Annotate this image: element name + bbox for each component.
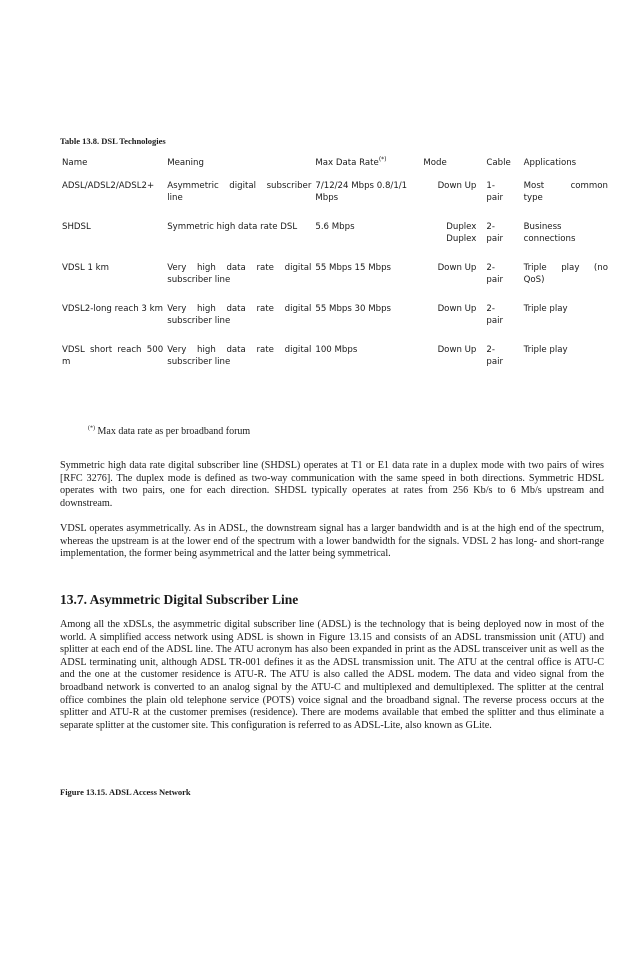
cell-applications [522, 217, 610, 258]
header-mode: Mode [423, 158, 447, 168]
header-applications: Applications [523, 158, 577, 168]
cell-line: Symmetric high data rate DSL [167, 222, 298, 232]
cell-line: pair [486, 193, 504, 203]
cell-line: Duplex [446, 222, 477, 232]
cell-meaning [165, 217, 313, 258]
section-heading: 13.7. Asymmetric Digital Subscriber Line [60, 592, 299, 607]
cell-line: Down Up [437, 181, 477, 191]
cell-line: m [62, 357, 71, 367]
cell-applications [522, 176, 610, 217]
table-row [60, 299, 610, 340]
footnote-marker: (*) [88, 425, 95, 432]
cell-line: type [523, 193, 543, 203]
cell-line: 5.6 Mbps [315, 222, 355, 232]
header-cable: Cable [486, 158, 511, 168]
cell-line: pair [486, 275, 504, 285]
table-footnote [88, 426, 250, 437]
cell-line: Triple play [523, 304, 568, 314]
cell-cable [484, 299, 521, 340]
cell-line: VDSL 1 km [62, 263, 110, 273]
cell-line: Down Up [437, 345, 477, 355]
cell-cable [484, 258, 521, 299]
header-name: Name [62, 158, 88, 168]
cell-line: ADSL/ADSL2/ADSL2+ [62, 181, 155, 191]
table-row [60, 340, 610, 381]
cell-line: Down Up [437, 263, 477, 273]
cell-line: Down Up [437, 304, 477, 314]
cell-cable [484, 217, 521, 258]
cell-name [60, 217, 165, 258]
table-header-row [60, 150, 610, 176]
cell-meaning [165, 299, 313, 340]
footnote-marker: (*) [378, 156, 387, 164]
cell-line: Mbps [315, 193, 339, 203]
cell-cable [484, 176, 521, 217]
cell-applications [522, 340, 610, 381]
cell-line: Very high data rate digital [167, 304, 312, 314]
cell-line: 2- [486, 304, 495, 314]
header-max-data-rate [313, 150, 421, 176]
cell-line: SHDSL [62, 222, 91, 232]
cell-line: pair [486, 357, 504, 367]
cell-line: pair [486, 234, 504, 244]
cell-line: 7/12/24 Mbps 0.8/1/1 [315, 181, 408, 191]
table-row [60, 176, 610, 217]
paragraph-vdsl: VDSL operates asymmetrically. As in ADSL, the downstream signal has a larger bandwidth and is at the high end of the spectrum, whereas the upstream is at the lower end of the spectrum with a lower bandwidth for the signals. VDSL 2 has long- and short-range implementation, the former being asymmetrical and the latter being symmetrical. [60, 523, 604, 560]
cell-line: Asymmetric digital subscriber [167, 181, 312, 191]
cell-max-data-rate [313, 340, 421, 381]
cell-meaning [165, 340, 313, 381]
cell-line: 55 Mbps 15 Mbps [315, 263, 392, 273]
cell-meaning [165, 258, 313, 299]
cell-mode [421, 258, 484, 299]
cell-meaning [165, 176, 313, 217]
cell-line: Triple play (no [523, 263, 608, 273]
cell-mode [421, 299, 484, 340]
cell-line: connections [523, 234, 576, 244]
cell-line: Very high data rate digital [167, 345, 312, 355]
cell-name [60, 258, 165, 299]
header-max-data-rate-label: Max Data Rate [315, 158, 379, 168]
cell-line: Business [523, 222, 562, 232]
cell-line: subscriber line [167, 357, 231, 367]
cell-max-data-rate [313, 176, 421, 217]
cell-max-data-rate [313, 258, 421, 299]
table-row [60, 217, 610, 258]
table-caption: Table 13.8. DSL Technologies [60, 136, 166, 146]
header-meaning: Meaning [167, 158, 204, 168]
cell-applications [522, 299, 610, 340]
cell-line: 1- [486, 181, 495, 191]
footnote-text: Max data rate as per broadband forum [95, 426, 251, 437]
cell-name [60, 299, 165, 340]
cell-line: 100 Mbps [315, 345, 358, 355]
cell-name [60, 176, 165, 217]
cell-line: line [167, 193, 183, 203]
cell-line: pair [486, 316, 504, 326]
cell-line: Duplex [446, 234, 477, 244]
cell-max-data-rate [313, 299, 421, 340]
cell-mode [421, 340, 484, 381]
dsl-technologies-table [60, 150, 610, 381]
cell-cable [484, 340, 521, 381]
cell-line: 55 Mbps 30 Mbps [315, 304, 392, 314]
paragraph-shdsl: Symmetric high data rate digital subscriber line (SHDSL) operates at T1 or E1 data rate in a duplex mode with two pairs of wires [RFC 3276]. The duplex mode is defined as two-way communication with the same speed in both directions. Symmetric HDSL operates with two pairs, one for each direction. SHDSL typically operates at rates from 256 Kb/s to 6 Mb/s upstream and downstream. [60, 460, 604, 509]
cell-line: subscriber line [167, 275, 231, 285]
cell-line: Triple play [523, 345, 568, 355]
cell-line: QoS) [523, 275, 545, 285]
cell-line: Very high data rate digital [167, 263, 312, 273]
cell-line: 2- [486, 263, 495, 273]
cell-name [60, 340, 165, 381]
paragraph-adsl: Among all the xDSLs, the asymmetric digital subscriber line (ADSL) is the technology that is being deployed now in most of the world. A simplified access network using ADSL is shown in Figure 13.15 and consists of an ADSL transmission unit (ATU) and splitter at each end of the ADSL line. The ATU acronym has also been expanded in print as the ADSL transceiver unit as well as the ADSL terminating unit, although ADSL TR-001 defines it as the ADSL transmission unit. The ATU at the central office is ATU-C and the one at the customer residence is ATU-R. The ATU is also called the ADSL modem. The data and video signal from the broadband network is converted to an analog signal by the ATU-C and multiplexed and demultiplexed. The splitter at the central office combines the plain old telephone service (POTS) voice signal and the broadband signal. The reverse process occurs at the splitter and ATU-R at the customer premises (residence). There are modems available that embed the splitter and thus eliminate a separate splitter at the customer site. This configuration is referred to as ADSL-Lite, also known as GLite. [60, 619, 604, 731]
figure-caption: Figure 13.15. ADSL Access Network [60, 787, 191, 797]
cell-line: 2- [486, 222, 495, 232]
table-row [60, 258, 610, 299]
cell-line: VDSL2-long reach 3 km [62, 304, 163, 314]
cell-applications [522, 258, 610, 299]
cell-max-data-rate [313, 217, 421, 258]
cell-mode [421, 176, 484, 217]
cell-line: subscriber line [167, 316, 231, 326]
cell-line: Most common [523, 181, 608, 191]
cell-line: VDSL short reach 500 [62, 345, 164, 355]
cell-mode [421, 217, 484, 258]
cell-line: 2- [486, 345, 495, 355]
